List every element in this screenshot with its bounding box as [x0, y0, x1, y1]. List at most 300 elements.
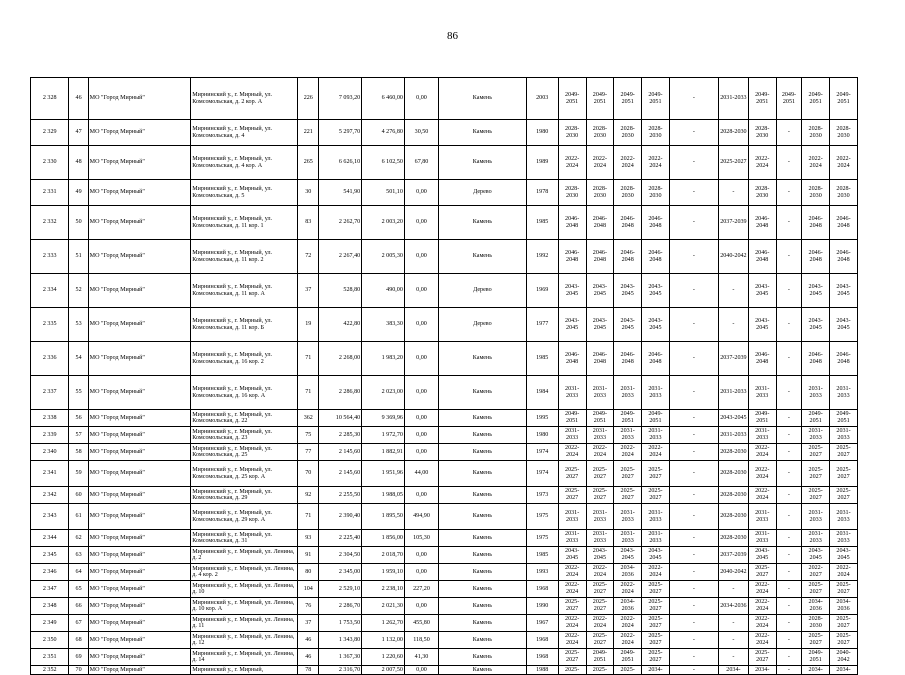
cell-period-9: 2022-2027 — [802, 564, 830, 581]
cell-total-area: 2 225,40 — [319, 530, 362, 547]
cell-period-4: 2043-2045 — [642, 547, 670, 564]
cell-period-5: - — [669, 78, 718, 120]
cell-municipality: МО "Город Мирный" — [88, 487, 191, 504]
cell-period-7: 2031-2033 — [748, 530, 776, 547]
table-row — [31, 146, 858, 180]
cell-period-10: 2022-2024 — [830, 146, 858, 180]
cell-period-1: 2043-2045 — [558, 547, 586, 564]
cell-period-3: 2049-2051 — [614, 410, 642, 427]
cell-period-10: 2043-2045 — [830, 547, 858, 564]
cell-period-8: - — [776, 632, 802, 649]
cell-total-area: 2 390,40 — [319, 504, 362, 530]
cell-municipality: МО "Город Мирный" — [88, 632, 191, 649]
cell-period-4: 2031-2033 — [642, 504, 670, 530]
cell-row-number: 2 334 — [31, 274, 69, 308]
cell-address: Мирнинский у., г. Мирный, ул. Комсомольская, д. 11 кор. А — [191, 274, 298, 308]
cell-row-number: 2 340 — [31, 444, 69, 461]
cell-period-9: 2031-2033 — [802, 427, 830, 444]
cell-wall-material: Камень — [439, 78, 527, 120]
cell-period-6: 2040-2042 — [718, 240, 748, 274]
cell-period-9: 2028-2030 — [802, 180, 830, 206]
cell-living-area: 1 132,00 — [362, 632, 405, 649]
cell-nonliving-area: 0,00 — [404, 342, 438, 376]
cell-period-4: 2031-2033 — [642, 530, 670, 547]
cell-living-area: 6 460,00 — [362, 78, 405, 120]
cell-period-8: - — [776, 547, 802, 564]
cell-period-5: - — [669, 240, 718, 274]
cell-period-5: - — [669, 564, 718, 581]
cell-living-area: 2 005,30 — [362, 240, 405, 274]
cell-area: 76 — [298, 598, 319, 615]
cell-row-number: 2 343 — [31, 504, 69, 530]
cell-period-6: 2037-2039 — [718, 547, 748, 564]
cell-build-year: 1975 — [526, 504, 558, 530]
cell-period-7: 2049-2051 — [748, 410, 776, 427]
cell-period-7: 2025-2027 — [748, 649, 776, 666]
cell-period-3: 2034-2036 — [614, 564, 642, 581]
cell-total-area: 2 268,00 — [319, 342, 362, 376]
cell-build-year: 1973 — [526, 487, 558, 504]
table-row — [31, 504, 858, 530]
cell-period-2: 2031-2033 — [586, 530, 614, 547]
cell-build-year: 1977 — [526, 308, 558, 342]
cell-row-index: 56 — [69, 410, 88, 427]
cell-total-area: 2 286,80 — [319, 376, 362, 410]
cell-period-1: 2022-2024 — [558, 146, 586, 180]
cell-total-area: 1 367,30 — [319, 649, 362, 666]
cell-total-area: 2 267,40 — [319, 240, 362, 274]
cell-total-area: 7 093,20 — [319, 78, 362, 120]
cell-period-9: 2031-2033 — [802, 530, 830, 547]
cell-period-4: 2028-2030 — [642, 180, 670, 206]
cell-living-area: 1 895,50 — [362, 504, 405, 530]
cell-row-index: 46 — [69, 78, 88, 120]
cell-period-10: 2031-2033 — [830, 427, 858, 444]
cell-address: Мирнинский у., г. Мирный, ул. Ленина, д. 2 — [191, 547, 298, 564]
cell-wall-material: Камень — [439, 504, 527, 530]
cell-row-index: 66 — [69, 598, 88, 615]
cell-period-8: - — [776, 376, 802, 410]
cell-period-5: - — [669, 146, 718, 180]
cell-period-8: - — [776, 206, 802, 240]
cell-period-8: - — [776, 487, 802, 504]
cell-period-6: 2037-2039 — [718, 342, 748, 376]
cell-wall-material: Камень — [439, 410, 527, 427]
cell-period-2: 2025-2027 — [586, 598, 614, 615]
cell-period-4: 2049-2051 — [642, 410, 670, 427]
cell-nonliving-area: 0,00 — [404, 240, 438, 274]
cell-period-2: 2028-2030 — [586, 120, 614, 146]
cell-row-number: 2 345 — [31, 547, 69, 564]
cell-period-3: 2025-2027 — [614, 487, 642, 504]
cell-living-area: 4 276,80 — [362, 120, 405, 146]
cell-period-6: - — [718, 632, 748, 649]
cell-period-6: 2034- — [718, 666, 748, 675]
cell-period-3: 2022-2024 — [614, 581, 642, 598]
cell-total-area: 1 343,80 — [319, 632, 362, 649]
cell-address: Мирнинский у., г. Мирный, ул. Комсомольская, д. 25 — [191, 444, 298, 461]
table-row — [31, 120, 858, 146]
cell-row-number: 2 346 — [31, 564, 69, 581]
cell-period-8: - — [776, 564, 802, 581]
cell-period-4: 2025-2027 — [642, 632, 670, 649]
cell-period-2: 2031-2033 — [586, 427, 614, 444]
cell-period-10: 2034-2036 — [830, 598, 858, 615]
cell-municipality: МО "Город Мирный" — [88, 666, 191, 675]
cell-living-area: 1 959,10 — [362, 564, 405, 581]
cell-period-9: 2043-2045 — [802, 308, 830, 342]
cell-period-10: 2049-2051 — [830, 410, 858, 427]
cell-living-area: 6 102,50 — [362, 146, 405, 180]
cell-period-5: - — [669, 487, 718, 504]
cell-period-8: - — [776, 444, 802, 461]
cell-period-1: 2031-2033 — [558, 376, 586, 410]
cell-period-2: 2043-2045 — [586, 308, 614, 342]
cell-build-year: 1985 — [526, 342, 558, 376]
cell-build-year: 1974 — [526, 444, 558, 461]
cell-nonliving-area: 0,00 — [404, 376, 438, 410]
cell-total-area: 422,80 — [319, 308, 362, 342]
cell-period-10: 2025-2027 — [830, 632, 858, 649]
cell-period-10: 2025-2027 — [830, 487, 858, 504]
table-row — [31, 274, 858, 308]
cell-period-9: 2025-2027 — [802, 461, 830, 487]
cell-period-10: 2025-2027 — [830, 461, 858, 487]
cell-row-number: 2 347 — [31, 581, 69, 598]
cell-period-7: 2022-2024 — [748, 146, 776, 180]
cell-period-2: 2025-2027 — [586, 581, 614, 598]
cell-nonliving-area: 0,00 — [404, 206, 438, 240]
cell-period-1: 2028-2030 — [558, 120, 586, 146]
cell-address: Мирнинский у., г. Мирный, ул. Ленина, д. 10 — [191, 581, 298, 598]
cell-nonliving-area: 455,80 — [404, 615, 438, 632]
cell-period-1: 2031-2033 — [558, 530, 586, 547]
cell-nonliving-area: 0,00 — [404, 78, 438, 120]
cell-period-7: 2049-2051 — [748, 78, 776, 120]
cell-wall-material: Камень — [439, 564, 527, 581]
cell-build-year: 1978 — [526, 180, 558, 206]
cell-period-2: 2028-2030 — [586, 180, 614, 206]
cell-municipality: МО "Город Мирный" — [88, 427, 191, 444]
cell-wall-material: Камень — [439, 547, 527, 564]
table-row — [31, 180, 858, 206]
cell-address: Мирнинский у., г. Мирный, ул. Ленина, д. 11 — [191, 615, 298, 632]
cell-period-10: 2034- — [830, 666, 858, 675]
cell-total-area: 2 345,00 — [319, 564, 362, 581]
cell-build-year: 1990 — [526, 598, 558, 615]
cell-total-area: 6 626,10 — [319, 146, 362, 180]
table-row — [31, 666, 858, 675]
cell-municipality: МО "Город Мирный" — [88, 598, 191, 615]
cell-area: 221 — [298, 120, 319, 146]
cell-row-index: 65 — [69, 581, 88, 598]
cell-total-area: 1 753,50 — [319, 615, 362, 632]
cell-municipality: МО "Город Мирный" — [88, 146, 191, 180]
cell-period-7: 2046-2048 — [748, 240, 776, 274]
table-row — [31, 376, 858, 410]
table-row — [31, 615, 858, 632]
cell-row-index: 57 — [69, 427, 88, 444]
cell-period-8: - — [776, 666, 802, 675]
cell-period-10: 2025-2027 — [830, 615, 858, 632]
cell-period-4: 2043-2045 — [642, 308, 670, 342]
cell-period-3: 2046-2048 — [614, 240, 642, 274]
cell-period-3: 2022-2024 — [614, 615, 642, 632]
cell-municipality: МО "Город Мирный" — [88, 78, 191, 120]
cell-period-2: 2043-2045 — [586, 274, 614, 308]
cell-period-8: - — [776, 342, 802, 376]
table-row — [31, 564, 858, 581]
cell-wall-material: Камень — [439, 598, 527, 615]
cell-nonliving-area: 41,30 — [404, 649, 438, 666]
cell-period-7: 2022-2024 — [748, 632, 776, 649]
cell-area: 362 — [298, 410, 319, 427]
table-row — [31, 206, 858, 240]
cell-address: Мирнинский у., г. Мирный, ул. Комсомольская, д. 29 — [191, 487, 298, 504]
cell-period-8: - — [776, 240, 802, 274]
cell-period-7: 2022-2024 — [748, 487, 776, 504]
cell-row-number: 2 344 — [31, 530, 69, 547]
cell-area: 92 — [298, 487, 319, 504]
cell-period-10: 2031-2033 — [830, 376, 858, 410]
cell-period-2: 2046-2048 — [586, 206, 614, 240]
table-row — [31, 581, 858, 598]
cell-period-8: - — [776, 410, 802, 427]
cell-period-4: 2022-2024 — [642, 444, 670, 461]
cell-row-index: 59 — [69, 461, 88, 487]
cell-period-2: 2031-2033 — [586, 376, 614, 410]
cell-period-3: 2025- — [614, 666, 642, 675]
cell-period-3: 2034-2036 — [614, 598, 642, 615]
cell-row-index: 68 — [69, 632, 88, 649]
cell-address: Мирнинский у., г. Мирный, ул. Комсомольская, д. 16 кор. 2 — [191, 342, 298, 376]
cell-nonliving-area: 0,00 — [404, 308, 438, 342]
cell-municipality: МО "Город Мирный" — [88, 308, 191, 342]
cell-period-7: 2043-2045 — [748, 274, 776, 308]
cell-period-10: 2028-2030 — [830, 120, 858, 146]
cell-area: 83 — [298, 206, 319, 240]
cell-area: 46 — [298, 649, 319, 666]
cell-row-index: 70 — [69, 666, 88, 675]
table-row — [31, 342, 858, 376]
cell-period-1: 2031-2033 — [558, 427, 586, 444]
cell-period-3: 2028-2030 — [614, 180, 642, 206]
table-row — [31, 530, 858, 547]
cell-municipality: МО "Город Мирный" — [88, 410, 191, 427]
table-row — [31, 427, 858, 444]
cell-municipality: МО "Город Мирный" — [88, 504, 191, 530]
cell-wall-material: Камень — [439, 206, 527, 240]
cell-nonliving-area: 0,00 — [404, 444, 438, 461]
cell-row-index: 49 — [69, 180, 88, 206]
cell-row-number: 2 339 — [31, 427, 69, 444]
cell-municipality: МО "Город Мирный" — [88, 615, 191, 632]
cell-address: Мирнинский у., г. Мирный, — [191, 666, 298, 675]
cell-period-7: 2022-2024 — [748, 598, 776, 615]
table-row — [31, 461, 858, 487]
cell-total-area: 2 262,70 — [319, 206, 362, 240]
cell-address: Мирнинский у., г. Мирный, ул. Комсомольская, д. 31 — [191, 530, 298, 547]
cell-total-area: 2 145,60 — [319, 461, 362, 487]
table-row — [31, 444, 858, 461]
cell-period-9: 2025-2027 — [802, 487, 830, 504]
cell-period-6: 2031-2033 — [718, 427, 748, 444]
cell-period-4: 2025-2027 — [642, 461, 670, 487]
cell-period-9: 2028-2030 — [802, 120, 830, 146]
cell-period-7: 2025-2027 — [748, 564, 776, 581]
cell-municipality: МО "Город Мирный" — [88, 180, 191, 206]
cell-period-10: 2046-2048 — [830, 240, 858, 274]
cell-period-7: 2028-2030 — [748, 180, 776, 206]
cell-wall-material: Камень — [439, 342, 527, 376]
cell-area: 77 — [298, 444, 319, 461]
cell-period-2: 2031-2033 — [586, 504, 614, 530]
cell-row-number: 2 337 — [31, 376, 69, 410]
cell-period-6: 2040-2042 — [718, 564, 748, 581]
cell-period-9: 2025-2027 — [802, 632, 830, 649]
cell-municipality: МО "Город Мирный" — [88, 581, 191, 598]
cell-period-7: 2022-2024 — [748, 581, 776, 598]
cell-period-5: - — [669, 461, 718, 487]
cell-address: Мирнинский у., г. Мирный, ул. Комсомольская, д. 11 кор. Б — [191, 308, 298, 342]
cell-period-3: 2022-2024 — [614, 146, 642, 180]
cell-row-index: 62 — [69, 530, 88, 547]
cell-period-3: 2043-2045 — [614, 274, 642, 308]
cell-living-area: 2 018,70 — [362, 547, 405, 564]
cell-period-1: 2043-2045 — [558, 274, 586, 308]
cell-wall-material: Камень — [439, 427, 527, 444]
cell-period-8: - — [776, 146, 802, 180]
cell-row-index: 55 — [69, 376, 88, 410]
cell-living-area: 9 369,96 — [362, 410, 405, 427]
cell-period-3: 2043-2045 — [614, 308, 642, 342]
cell-period-3: 2022-2024 — [614, 632, 642, 649]
cell-period-1: 2022-2024 — [558, 632, 586, 649]
cell-total-area: 528,80 — [319, 274, 362, 308]
cell-period-8: - — [776, 598, 802, 615]
cell-period-6: - — [718, 649, 748, 666]
cell-nonliving-area: 105,30 — [404, 530, 438, 547]
cell-address: Мирнинский у., г. Мирный, ул. Комсомольская, д. 4 — [191, 120, 298, 146]
cell-row-number: 2 333 — [31, 240, 69, 274]
cell-period-6: 2034-2036 — [718, 598, 748, 615]
cell-period-1: 2025-2027 — [558, 598, 586, 615]
table-row — [31, 78, 858, 120]
cell-period-5: - — [669, 342, 718, 376]
cell-period-8: - — [776, 530, 802, 547]
cell-period-7: 2031-2033 — [748, 504, 776, 530]
cell-period-7: 2022-2024 — [748, 461, 776, 487]
cell-period-5: - — [669, 206, 718, 240]
cell-build-year: 2003 — [526, 78, 558, 120]
cell-period-8: - — [776, 504, 802, 530]
cell-nonliving-area: 0,00 — [404, 180, 438, 206]
cell-period-8: - — [776, 180, 802, 206]
cell-period-1: 2025-2027 — [558, 461, 586, 487]
cell-period-9: 2046-2048 — [802, 206, 830, 240]
cell-period-1: 2025- — [558, 666, 586, 675]
cell-row-index: 51 — [69, 240, 88, 274]
cell-build-year: 1967 — [526, 615, 558, 632]
cell-period-7: 2031-2033 — [748, 376, 776, 410]
cell-address: Мирнинский у., г. Мирный, ул. Комсомольская, д. 11 кор. 1 — [191, 206, 298, 240]
cell-area: 265 — [298, 146, 319, 180]
cell-period-9: 2025-2027 — [802, 444, 830, 461]
cell-area: 19 — [298, 308, 319, 342]
cell-period-10: 2028-2030 — [830, 180, 858, 206]
cell-period-10: 2046-2048 — [830, 342, 858, 376]
cell-total-area: 2 286,70 — [319, 598, 362, 615]
cell-period-5: - — [669, 615, 718, 632]
cell-total-area: 2 255,50 — [319, 487, 362, 504]
cell-period-4: 2025-2027 — [642, 581, 670, 598]
cell-period-5: - — [669, 180, 718, 206]
cell-period-4: 2034- — [642, 666, 670, 675]
cell-period-1: 2022-2024 — [558, 581, 586, 598]
cell-area: 37 — [298, 274, 319, 308]
cell-period-5: - — [669, 120, 718, 146]
cell-nonliving-area: 0,00 — [404, 410, 438, 427]
cell-total-area: 2 304,50 — [319, 547, 362, 564]
cell-period-6: - — [718, 274, 748, 308]
cell-address: Мирнинский у., г. Мирный, ул. Комсомольская, д. 5 — [191, 180, 298, 206]
cell-period-2: 2046-2048 — [586, 240, 614, 274]
cell-build-year: 1968 — [526, 632, 558, 649]
cell-row-index: 50 — [69, 206, 88, 240]
cell-area: 72 — [298, 240, 319, 274]
cell-area: 78 — [298, 666, 319, 675]
cell-living-area: 1 983,20 — [362, 342, 405, 376]
cell-period-3: 2031-2033 — [614, 504, 642, 530]
cell-period-7: 2034- — [748, 666, 776, 675]
cell-period-7: 2031-2033 — [748, 427, 776, 444]
cell-area: 80 — [298, 564, 319, 581]
cell-period-8: - — [776, 461, 802, 487]
cell-build-year: 1980 — [526, 427, 558, 444]
cell-municipality: МО "Город Мирный" — [88, 649, 191, 666]
cell-period-9: 2034- — [802, 666, 830, 675]
cell-period-4: 2025-2027 — [642, 615, 670, 632]
cell-period-4: 2049-2051 — [642, 78, 670, 120]
cell-municipality: МО "Город Мирный" — [88, 444, 191, 461]
cell-period-8: - — [776, 120, 802, 146]
cell-period-9: 2025-2027 — [802, 581, 830, 598]
cell-period-8: 2049-2051 — [776, 78, 802, 120]
cell-area: 104 — [298, 581, 319, 598]
cell-area: 30 — [298, 180, 319, 206]
cell-area: 71 — [298, 342, 319, 376]
cell-period-2: 2046-2048 — [586, 342, 614, 376]
cell-period-2: 2025- — [586, 666, 614, 675]
cell-period-3: 2049-2051 — [614, 78, 642, 120]
cell-period-2: 2025-2027 — [586, 461, 614, 487]
cell-area: 46 — [298, 632, 319, 649]
cell-municipality: МО "Город Мирный" — [88, 120, 191, 146]
cell-period-6: 2043-2045 — [718, 410, 748, 427]
cell-area: 91 — [298, 547, 319, 564]
cell-period-4: 2046-2048 — [642, 240, 670, 274]
cell-build-year: 1984 — [526, 376, 558, 410]
cell-municipality: МО "Город Мирный" — [88, 461, 191, 487]
cell-living-area: 2 023,00 — [362, 376, 405, 410]
table-row — [31, 308, 858, 342]
cell-period-10: 2031-2033 — [830, 530, 858, 547]
cell-row-number: 2 329 — [31, 120, 69, 146]
cell-nonliving-area: 0,00 — [404, 666, 438, 675]
cell-address: Мирнинский у., г. Мирный, ул. Комсомольская, д. 16 кор. А — [191, 376, 298, 410]
cell-row-number: 2 349 — [31, 615, 69, 632]
cell-period-6: 2037-2039 — [718, 206, 748, 240]
